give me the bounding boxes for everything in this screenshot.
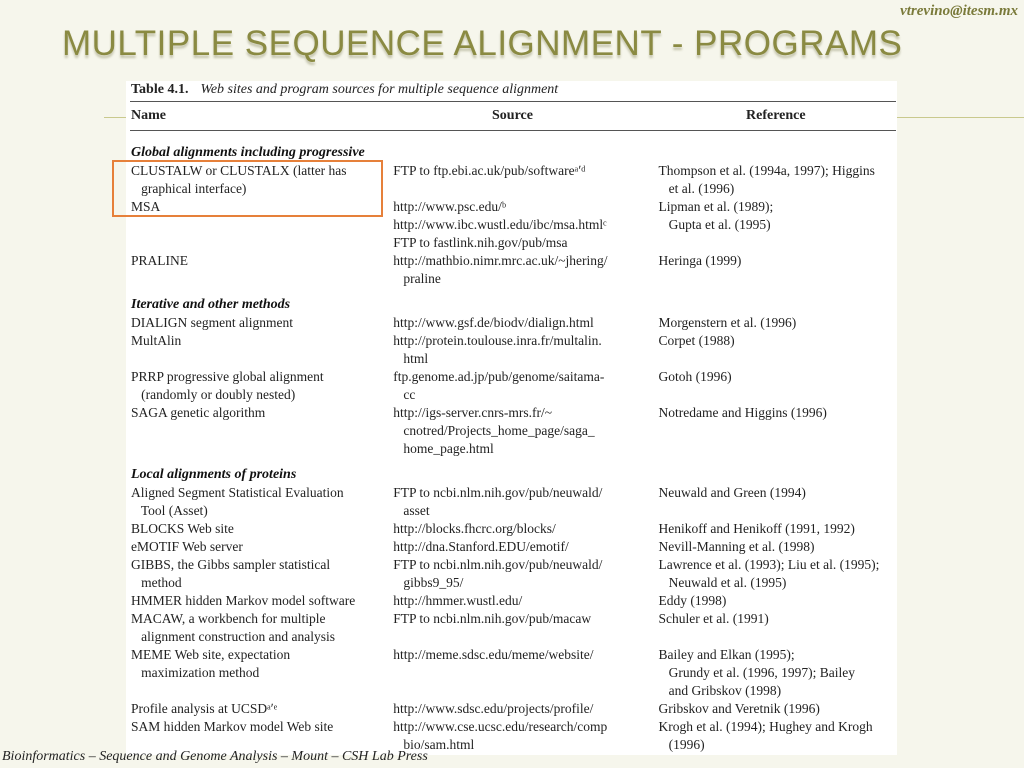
cell-source: http://meme.sdsc.edu/meme/website/ <box>393 647 594 662</box>
cell-name: eMOTIF Web server <box>131 539 243 554</box>
column-header-name: Name <box>131 108 166 123</box>
cell-name: GIBBS, the Gibbs sampler statistical method <box>131 557 331 590</box>
author-email: vtrevino@itesm.mx <box>900 3 1018 19</box>
table-body <box>131 144 897 754</box>
cell-name: Profile analysis at UCSDᵃʹᵉ <box>131 701 278 716</box>
cell-source: FTP to ncbi.nlm.nih.gov/pub/macaw <box>393 611 592 626</box>
cell-reference: Schuler et al. (1991) <box>658 611 769 626</box>
table-row <box>131 646 897 700</box>
cell-source: FTP to ncbi.nlm.nih.gov/pub/neuwald/ asset <box>393 485 603 518</box>
cell-source: ftp.genome.ad.jp/pub/genome/saitama- cc <box>393 369 605 402</box>
table-row <box>131 592 897 610</box>
cell-name: MSA <box>131 199 161 214</box>
cell-name: SAGA genetic algorithm <box>131 405 266 420</box>
title-rule-right <box>897 117 1024 118</box>
title-rule-left <box>104 117 126 118</box>
cell-source: http://www.cse.ucsc.edu/research/comp bio/sam.html <box>393 719 608 752</box>
cell-source: http://www.psc.edu/ᵇ http://www.ibc.wustl.edu/ibc/msa.htmlᶜ FTP to fastlink.nih.gov/pub/msa <box>393 199 607 250</box>
cell-source: http://www.gsf.de/biodv/dialign.html <box>393 315 594 330</box>
table-row <box>131 404 897 458</box>
slide-title: MULTIPLE SEQUENCE ALIGNMENT - PROGRAMS <box>62 24 903 63</box>
table-row <box>131 332 897 368</box>
cell-name: SAM hidden Markov model Web site <box>131 719 334 734</box>
cell-source: FTP to ftp.ebi.ac.uk/pub/softwareᵃʹᵈ <box>393 163 586 178</box>
table-row <box>131 368 897 404</box>
section-heading: Iterative and other methods <box>131 297 291 312</box>
table-row <box>131 610 897 646</box>
cell-name: PRALINE <box>131 253 188 268</box>
table-caption-text: Web sites and program sources for multiple sequence alignment <box>200 82 559 97</box>
cell-name: PRRP progressive global alignment (randomly or doubly nested) <box>131 369 324 402</box>
cell-reference: Lipman et al. (1989); Gupta et al. (1995) <box>658 199 774 232</box>
header-rule <box>130 130 896 131</box>
cell-name: BLOCKS Web site <box>131 521 234 536</box>
cell-name: MultAlin <box>131 333 182 348</box>
cell-source: http://mathbio.nimr.mrc.ac.uk/~jhering/ praline <box>393 253 608 286</box>
table-caption-label: Table 4.1. <box>131 82 189 97</box>
cell-source: http://www.sdsc.edu/projects/profile/ <box>393 701 594 716</box>
cell-reference: Gribskov and Veretnik (1996) <box>658 701 820 716</box>
cell-source: http://blocks.fhcrc.org/blocks/ <box>393 521 556 536</box>
column-header-reference: Reference <box>746 108 806 123</box>
table-row <box>131 252 897 288</box>
footer-citation: Bioinformatics – Sequence and Genome Analysis – Mount – CSH Lab Press <box>2 749 428 764</box>
cell-source: http://dna.Stanford.EDU/emotif/ <box>393 539 569 554</box>
caption-rule <box>130 101 896 102</box>
cell-reference: Morgenstern et al. (1996) <box>658 315 797 330</box>
cell-reference: Eddy (1998) <box>658 593 727 608</box>
cell-reference: Henikoff and Henikoff (1991, 1992) <box>658 521 855 536</box>
cell-source: http://igs-server.cnrs-mrs.fr/~ cnotred/Projects_home_page/saga_ home_page.html <box>393 405 595 456</box>
cell-name: DIALIGN segment alignment <box>131 315 293 330</box>
highlight-box <box>112 160 383 217</box>
cell-reference: Krogh et al. (1994); Hughey and Krogh (1996) <box>658 719 873 752</box>
table-row <box>131 700 897 718</box>
cell-reference: Heringa (1999) <box>658 253 742 268</box>
cell-name: MEME Web site, expectation maximization method <box>131 647 291 680</box>
section-heading: Local alignments of proteins <box>131 467 297 482</box>
table-row <box>131 520 897 538</box>
cell-source: FTP to ncbi.nlm.nih.gov/pub/neuwald/ gibbs9_95/ <box>393 557 603 590</box>
cell-reference: Thompson et al. (1994a, 1997); Higgins et al. (1996) <box>658 163 875 196</box>
cell-name: MACAW, a workbench for multiple alignment construction and analysis <box>131 611 335 644</box>
column-header-source: Source <box>492 108 533 123</box>
cell-source: http://hmmer.wustl.edu/ <box>393 593 523 608</box>
cell-reference: Gotoh (1996) <box>658 369 732 384</box>
cell-reference: Neuwald and Green (1994) <box>658 485 806 500</box>
cell-reference: Bailey and Elkan (1995); Grundy et al. (1996, 1997); Bailey and Gribskov (1998) <box>658 647 856 698</box>
table-row <box>131 538 897 556</box>
table-caption <box>131 82 558 98</box>
table-row <box>131 314 897 332</box>
cell-reference: Nevill-Manning et al. (1998) <box>658 539 815 554</box>
cell-source: http://protein.toulouse.inra.fr/multalin. html <box>393 333 602 366</box>
cell-reference: Corpet (1988) <box>658 333 735 348</box>
cell-name: HMMER hidden Markov model software <box>131 593 356 608</box>
cell-reference: Lawrence et al. (1993); Liu et al. (1995); Neuwald et al. (1995) <box>658 557 880 590</box>
cell-name: CLUSTALW or CLUSTALX (latter has graphical interface) <box>131 163 347 196</box>
cell-reference: Notredame and Higgins (1996) <box>658 405 827 420</box>
section-heading: Global alignments including progressive <box>131 145 365 160</box>
table-row <box>131 556 897 592</box>
table-row <box>131 484 897 520</box>
cell-name: Aligned Segment Statistical Evaluation Tool (Asset) <box>131 485 344 518</box>
